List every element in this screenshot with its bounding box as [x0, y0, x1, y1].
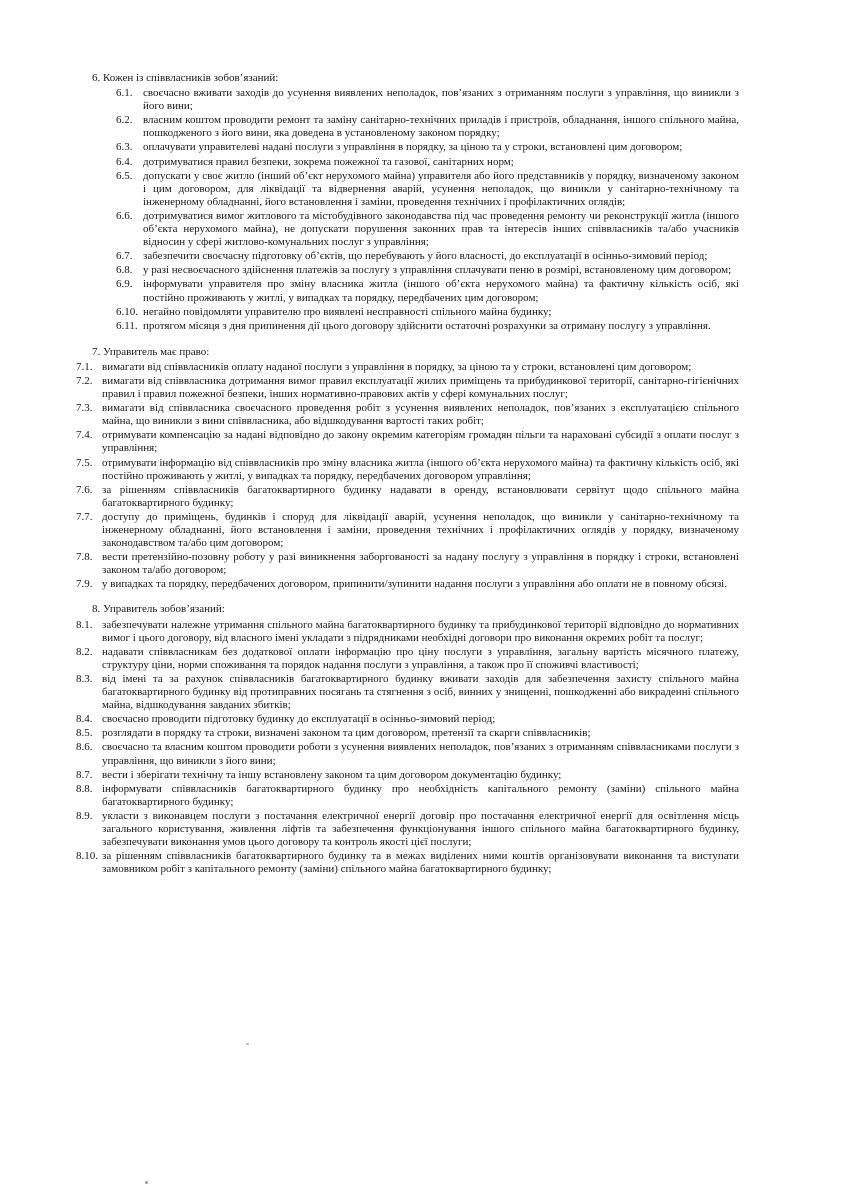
section-7-title: 7. Управитель має право: [92, 345, 210, 358]
section-8-list [0, 619, 857, 877]
item-number: 8.4. [76, 713, 93, 726]
list-item [0, 511, 857, 550]
item-text: своєчасно проводити підготовку будинку до експлуатації в осінньо-зимовий період; [102, 713, 496, 726]
item-number: 6.3. [116, 141, 133, 154]
list-item [0, 578, 857, 591]
item-number: 7.4. [76, 429, 93, 442]
list-item [0, 429, 857, 455]
list-item [0, 264, 857, 277]
item-text: отримувати компенсацію за надані відповідно до закону окремим категоріям громадян пільги та нараховані субсидії з оплати послуг з управління; [102, 429, 739, 455]
item-number: 6.9. [116, 278, 133, 291]
item-number: 6.5. [116, 169, 133, 182]
item-text: у випадках та порядку, передбачених договором, припинити/зупинити надання послуги з управління або оплати не в повному обсязі. [102, 578, 727, 591]
item-text: вести і зберігати технічну та іншу встановлену законом та цим договором документацію будинку; [102, 768, 562, 781]
item-number: 8.2. [76, 645, 93, 658]
item-text: від імені та за рахунок співвласників багатоквартирного будинку вживати заходів для забезпечення захисту спільного майна багатоквартирного будинку від протиправних посягань та стягнення з осіб, винних у знищенні, пошкодженні або викраденні спільного майна, відшкодування завданих збитків; [102, 672, 739, 712]
item-number: 7.1. [76, 360, 93, 373]
section-8-title: 8. Управитель зобов’язаний: [92, 603, 225, 616]
item-text: доступу до приміщень, будинків і споруд для ліквідації аварій, усунення неполадок, що виникли у санітарно-технічному та інженерному обладнанні, його встановлення і заміни, проведення технічних і профілактичних оглядів у порядку, визначеному законодавством та/або цим договором; [102, 510, 739, 550]
item-text: вести претензійно-позовну роботу у разі виникнення заборгованості за надану послугу з управління в порядку і строки, встановлені законом та/або договором; [102, 551, 739, 577]
list-item [0, 402, 857, 428]
list-item [0, 783, 857, 809]
item-text: вимагати від співвласника своєчасного проведення робіт з усунення виявлених неполадок, пов’язаних з експлуатацією спільного майна, що виникли з вини співвласника, або відшкодування вартості таких робіт; [102, 402, 739, 428]
item-number: 8.1. [76, 618, 93, 631]
item-text: своєчасно вживати заходів до усунення виявлених неполадок, пов’язаних з отриманням послуги з управління, що виникли з його вини; [143, 87, 739, 113]
item-text: своєчасно та власним коштом проводити роботи з усунення виявлених неполадок, пов’язаних з отриманням співвласниками послуги з управління, що виникли з його вини; [102, 741, 739, 767]
item-text: протягом місяця з дня припинення дії цього договору здійснити остаточні розрахунки за отриману послугу з управління. [143, 319, 711, 332]
item-text: вимагати від співвласника дотримання вимог правил експлуатації жилих приміщень та прибудинкової території, санітарно-гігієнічних правил і правил пожежної безпеки, інших нормативно-правових актів у сфері комунальних послуг; [102, 374, 739, 401]
item-text: отримувати інформацію від співвласників про зміну власника житла (іншого об’єкта нерухомого майна) та фактичну кількість осіб, які постійно проживають у житлі, у випадках та порядку, передбачених договором управління; [102, 456, 739, 482]
item-text: допускати у своє житло (інший об’єкт нерухомого майна) управителя або його представників у порядку, визначеному законом і цим договором, для ліквідації та відвернення аварій, усунення неполадок, що виникли у санітарно-технічному та інженерному обладнанні, його встановлення і заміни, проведення технічних і профілактичних оглядів; [143, 169, 739, 208]
list-item [0, 278, 857, 304]
item-number: 8.7. [76, 768, 93, 781]
item-number: 7.6. [76, 483, 93, 496]
item-text: вимагати від співвласників оплату наданої послуги з управління в порядку, за ціною та у строки, встановлені цим договором; [102, 360, 692, 373]
scan-speck [246, 1043, 249, 1045]
list-item [0, 375, 857, 401]
item-text: розглядати в порядку та строки, визначені законом та цим договором, претензії та скарги співвласників; [102, 727, 591, 740]
item-number: 6.1. [116, 87, 133, 100]
list-item [0, 850, 857, 876]
item-text: забезпечувати належне утримання спільного майна багатоквартирного будинку та прибудинкової території відповідно до нормативних вимог і цього договору, від власного імені укладати з підрядниками необхідні договори про виконання окремих робіт та послуг; [102, 618, 739, 644]
item-number: 6.7. [116, 250, 133, 263]
list-item [0, 741, 857, 767]
list-item [0, 646, 857, 672]
list-item [0, 361, 857, 374]
item-text: у разі несвоєчасного здійснення платежів за послугу з управління сплачувати пеню в розмірі, встановленому цим договором; [143, 264, 732, 277]
item-number: 8.5. [76, 727, 93, 740]
item-number: 8.10. [76, 850, 98, 863]
list-item [0, 306, 857, 319]
section-6-title: 6. Кожен із співвласників зобов’язаний: [92, 72, 279, 84]
item-number: 8.8. [76, 782, 93, 795]
item-number: 6.6. [116, 209, 133, 222]
list-item [0, 457, 857, 483]
list-item [0, 141, 857, 154]
item-text: дотримуватися правил безпеки, зокрема пожежної та газової, санітарних норм; [143, 155, 514, 168]
item-number: 7.8. [76, 551, 93, 564]
scan-speck [145, 1181, 148, 1184]
item-number: 6.11. [116, 319, 138, 332]
item-number: 6.4. [116, 155, 133, 168]
item-text: за рішенням співвласників багатоквартирного будинку надавати в оренду, встановлювати сервітут щодо спільного майна багатоквартирного будинку; [102, 483, 739, 509]
list-item [0, 114, 857, 140]
item-text: надавати співвласникам без додаткової оплати інформацію про ціну послуги з управління, загальну вартість місячного платежу, структуру ціни, норми споживання та порядок надання послуги з управління, а також про її споживчі властивості; [102, 645, 739, 671]
list-item [0, 87, 857, 113]
list-item [0, 210, 857, 249]
section-7-list [0, 361, 857, 592]
item-text: інформувати співвласників багатоквартирного будинку про необхідність капітального ремонту (заміни) спільного майна багатоквартирного будинку; [102, 782, 739, 808]
list-item [0, 156, 857, 169]
item-number: 7.2. [76, 374, 93, 387]
item-number: 7.3. [76, 402, 93, 415]
item-number: 7.9. [76, 578, 93, 591]
item-text: інформувати управителя про зміну власника житла (іншого об’єкта нерухомого майна) та фактичну кількість осіб, які постійно проживають у житлі, у випадках та порядку, передбачених цим договором; [143, 278, 739, 304]
list-item [0, 551, 857, 577]
document-body [0, 72, 857, 876]
item-number: 6.8. [116, 264, 133, 277]
list-item [0, 673, 857, 712]
item-text: укласти з виконавцем послуги з постачання електричної енергії договір про постачання електричної енергії для освітлення місць загального користування, живлення ліфтів та забезпечення функціонування іншого спільного майна багатоквартирного будинку, забезпечувати виконання умов цього договору та контроль якості цієї послуги; [102, 809, 739, 849]
list-item [0, 769, 857, 782]
list-item [0, 320, 857, 333]
item-text: негайно повідомляти управителю про виявлені несправності спільного майна будинку; [143, 305, 552, 318]
item-number: 6.2. [116, 114, 133, 127]
section-6-list [0, 87, 857, 333]
item-text: власним коштом проводити ремонт та заміну санітарно-технічних приладів і пристроїв, обладнання, іншого спільного майна, пошкодженого з його вини, яка доведена в установленому законом порядку; [143, 114, 739, 140]
item-number: 8.9. [76, 809, 93, 822]
item-number: 7.7. [76, 510, 93, 523]
item-text: оплачувати управителеві надані послуги з управління в порядку, за ціною та у строки, встановлені цим договором; [143, 141, 683, 154]
list-item [0, 727, 857, 740]
item-text: забезпечити своєчасну підготовку об’єктів, що перебувають у його власності, до експлуатації в осінньо-зимовий період; [143, 250, 708, 263]
item-number: 8.6. [76, 741, 93, 754]
item-text: за рішенням співвласників багатоквартирного будинку та в межах виділених ними коштів організовувати виконання та виступати замовником робіт з капітального ремонту (заміни) спільного майна багатоквартирного будинку; [102, 850, 739, 876]
item-number: 6.10. [116, 305, 138, 318]
item-number: 7.5. [76, 456, 93, 469]
item-text: дотримуватися вимог житлового та містобудівного законодавства під час проведення ремонту чи реконструкції житла (іншого об’єкта нерухомого майна), не допускати порушення законних прав та інтересів інших співвласників та/або учасників відносин у сфері житлово-комунальних послуг з управління; [143, 209, 739, 249]
list-item [0, 810, 857, 849]
item-number: 8.3. [76, 672, 93, 685]
list-item [0, 619, 857, 645]
list-item [0, 713, 857, 726]
list-item [0, 170, 857, 209]
list-item [0, 484, 857, 510]
list-item [0, 250, 857, 263]
